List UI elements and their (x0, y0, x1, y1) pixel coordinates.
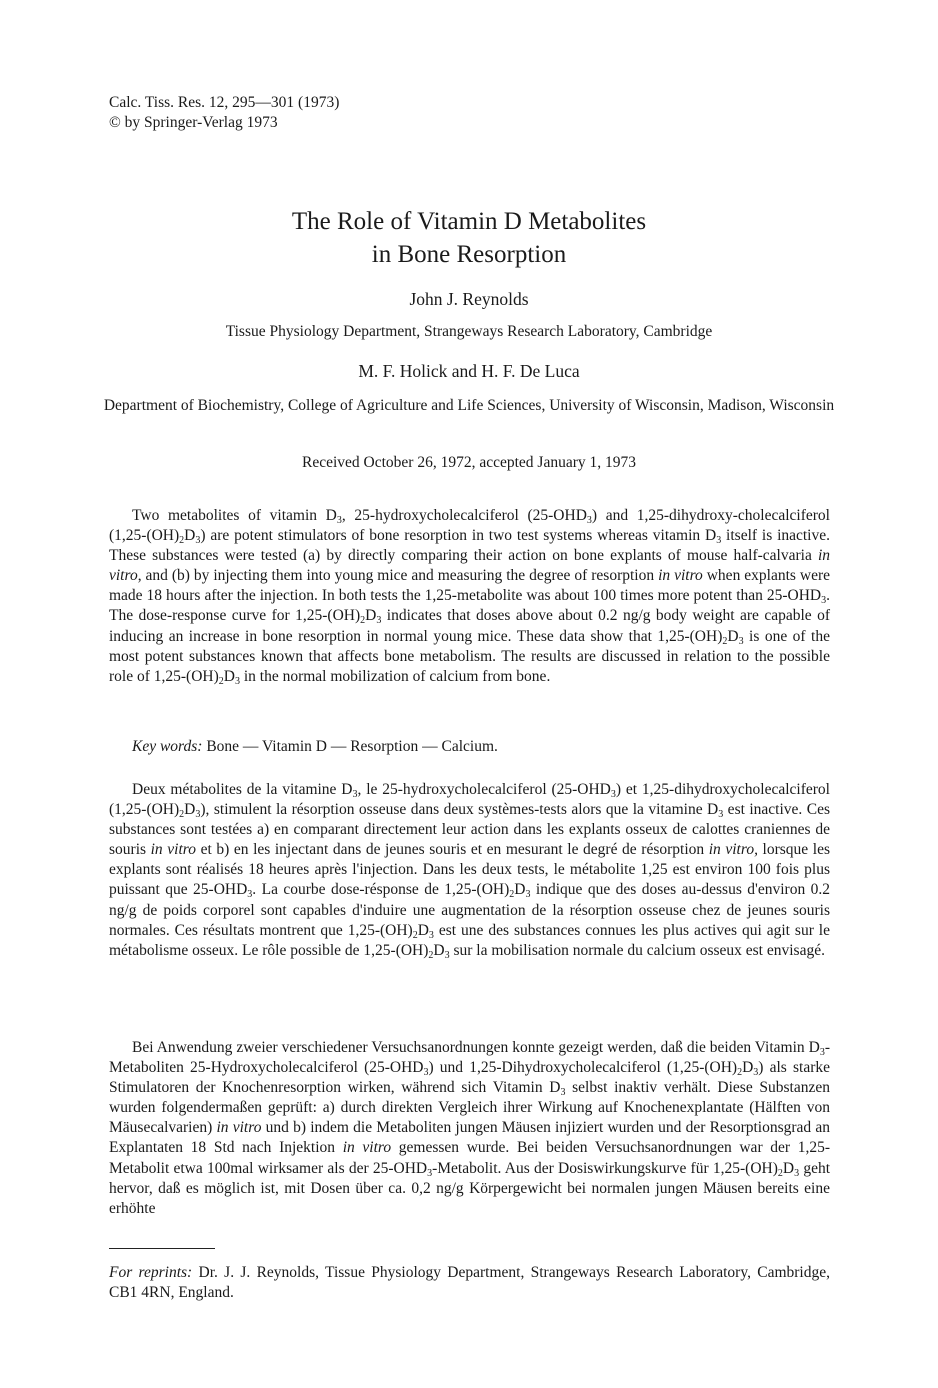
abstract-french: Deux métabolites de la vitamine $D_3$, le 25-hydroxycholecalciferol $(25-OHD_3)$ et 1,25-dihydroxycholecalciferol $(1,25-(OH)_2D_3)$, stimulent la résorption osseuse dans deux systèmes-tests alors que la vitamine $D_3$ est inactive. Ces substances sont testées a) en comparant directement leur action dans les explants osseux de calottes craniennes de souris in vitro et b) en les injectant dans de jeunes souris et en mesurant le degré de résorption in vitro, lorsque les explants sont réalisés 18 heures après l'injection. Dans les deux tests, le métabolite 1,25 est environ 100 fois plus puissant que $25-OHD_3$. La courbe dose-résponse de $1,25-(OH)_2D_3$ indique que des doses au-dessus d'environ 0.2 ng/g de poids corporel sont capables d'induire une augmentation de la résorption osseuse chez de jeunes souris normales. Ces résultats montrent que $1,25-(OH)_2D_3$ est une des substances connues les plus actives qui agit sur le métabolisme osseux. Le rôle possible de $1,25-(OH)_2D_3$ sur la mobilisation normale du calcium osseux est envisagé. (109, 781, 830, 961)
author-2: M. F. Holick and H. F. De Luca (358, 361, 580, 381)
abstract-german: Bei Anwendung zweier verschiedener Versuchsanordnungen konnte gezeigt werden, daß die beiden Vitamin $D_3$-Metaboliten 25-Hydroxycholecalciferol $(25-OHD_3)$ und 1,25-Dihydroxycholecalciferol $(1,25-(OH)_2D_3)$ als starke Stimulatoren der Knochenresorption wirken, während sich Vitamin $D_3$ selbst inaktiv verhält. Diese Substanzen wurden folgendermaßen geprüft: a) durch direkten Vergleich ihrer Wirkung auf Knochenexplantate (Hälften von Mäusecalvarien) in vitro und b) indem die Metaboliten jungen Mäusen injiziert wurden und der Resorptionsgrad an Explantaten 18 Std nach Injektion in vitro gemessen wurde. Bei beiden Versuchsanordnungen war der 1,25-Metabolit etwa 100mal wirksamer als der $25-OHD_3$-Metabolit. Aus der Dosiswirkungskurve für $1,25-(OH)_2D_3$ geht hervor, daß es möglich ist, mit Dosen über ca. 0,2 ng/g Körpergewicht bei normalen jungen Mäusen bereits eine erhöhte (109, 1039, 831, 1217)
paper-title (0, 205, 938, 271)
keywords (132, 738, 498, 756)
affiliation-1: Tissue Physiology Department, Strangeways Research Laboratory, Cambridge (225, 323, 713, 340)
author-1: John J. Reynolds (409, 289, 529, 309)
copyright-line: © by Springer-Verlag 1973 (109, 114, 278, 131)
footnote-text: Dr. J. J. Reynolds, Tissue Physiology Department, Strangeways Research Laboratory, Cambridge, CB1 4RN, England. (109, 1264, 830, 1301)
footnote-divider (109, 1248, 215, 1249)
footnote-label: For reprints: (109, 1264, 193, 1281)
affiliation-2: Department of Biochemistry, College of Agriculture and Life Sciences, University of Wisconsin, Madison, Wisconsin (103, 397, 835, 414)
keywords-label: Key words: (132, 738, 203, 755)
journal-header (109, 93, 339, 133)
journal-citation: Calc. Tiss. Res. 12, 295—301 (1973) (109, 94, 340, 111)
received-dates: Received October 26, 1972, accepted January 1, 1973 (302, 454, 636, 471)
title-line-1: The Role of Vitamin D Metabolites (291, 208, 647, 235)
title-line-2: in Bone Resorption (371, 241, 567, 268)
abstract-english: Two metabolites of vitamin $D_3$, 25-hydroxycholecalciferol $(25-OHD_3)$ and 1,25-dihydroxy-cholecalciferol $(1,25-(OH)_2D_3)$ are potent stimulators of bone resorption in two test systems whereas vitamin $D_3$ itself is inactive. These substances were tested (a) by directly comparing their action on bone explants of mouse half-calvaria in vitro, and (b) by injecting them into young mice and measuring the degree of resorption in vitro when explants were made 18 hours after the injection. In both tests the 1,25-metabolite was about 100 times more potent than $25-OHD_3$. The dose-response curve for $1,25-(OH)_2D_3$ indicates that doses above about 0.2 ng/g body weight are capable of inducing an increase in bone resorption in normal young mice. These data show that $1,25-(OH)_2D_3$ is one of the most potent substances known that affects bone metabolism. The results are discussed in relation to the possible role of $1,25-(OH)_2D_3$ in the normal mobilization of calcium from bone. (109, 507, 830, 687)
keywords-text: Bone — Vitamin D — Resorption — Calcium. (202, 738, 498, 755)
reprints-footnote (109, 1263, 830, 1303)
